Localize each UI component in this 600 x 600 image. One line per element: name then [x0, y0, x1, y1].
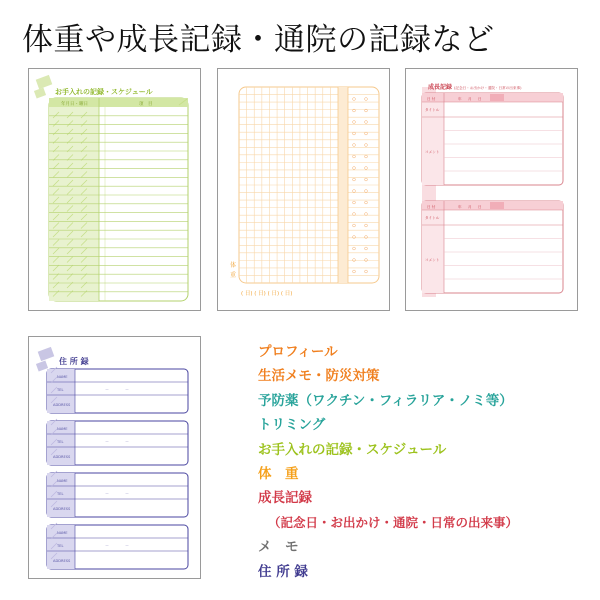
legend-item-address: 住 所 録: [258, 563, 308, 580]
growth-header-label: 月: [468, 205, 472, 209]
growth-row-label: コメント: [425, 258, 440, 262]
legend-item-trimming: トリミング: [258, 417, 326, 434]
growth-subheading: (記念日・お出かけ・通院・日常の出来事): [454, 86, 522, 90]
legend-item-care-schedule: お手入れの記録・スケジュール: [258, 441, 447, 458]
growth-sheet-drawing: [406, 69, 578, 311]
growth-row-label: タイトル: [425, 108, 440, 112]
legend-item-prevention: 予防薬（ワクチン・フィラリア・ノミ等）: [258, 392, 513, 409]
address-heading: 住 所 録: [59, 357, 89, 366]
page-title: 体重や成長記録・通院の記録など: [22, 22, 495, 58]
address-field-label: ADDRESS: [53, 403, 71, 407]
paw-decoration: [36, 347, 54, 372]
address-field-label: NAME: [57, 531, 68, 535]
growth-heading: 成長記録: [428, 84, 453, 91]
address-field-label: ADDRESS: [53, 559, 71, 563]
weight-grid: [239, 87, 379, 283]
legend-item-growth: 成長記録: [258, 490, 312, 507]
tel-separators: － －: [105, 491, 129, 496]
legend-item-growth-detail: （記念日・お出かけ・通院・日常の出来事）: [268, 514, 519, 530]
weight-side-label-2: 重: [230, 272, 237, 279]
growth-sheet-preview: [405, 68, 578, 311]
growth-entry-2: [422, 201, 563, 293]
address-field-label: ADDRESS: [53, 455, 71, 459]
address-field-label: TEL: [57, 492, 64, 496]
schedule-sheet-drawing: [29, 69, 201, 311]
weight-sheet-drawing: [218, 69, 390, 311]
legend-item-life-memo: 生活メモ・防災対策: [258, 368, 380, 385]
schedule-sheet-preview: [28, 68, 201, 311]
address-entries: [47, 367, 188, 569]
legend-item-weight: 体 重: [258, 466, 299, 483]
address-field-label: TEL: [57, 544, 64, 548]
growth-header-label: 年: [458, 97, 462, 101]
schedule-col-date: 年月日・曜日: [61, 102, 88, 107]
address-sheet-drawing: [29, 337, 201, 579]
paw-decoration: [34, 75, 52, 99]
schedule-col-item: 項 目: [139, 102, 153, 107]
growth-header-label: 日 付: [427, 97, 436, 101]
address-field-label: NAME: [57, 427, 68, 431]
address-field-label: ADDRESS: [53, 507, 71, 511]
address-sheet-preview: [28, 336, 201, 579]
tel-separators: － －: [105, 543, 129, 548]
schedule-rows: [49, 116, 188, 292]
growth-entry-1: [422, 93, 563, 185]
growth-header-label: 日: [478, 205, 482, 209]
schedule-heading: お手入れの記録・スケジュール: [55, 88, 153, 96]
weight-footer: ( 日) ( 日) ( 日) ( 日): [241, 291, 293, 297]
weight-side-label-1: 体: [230, 262, 237, 269]
weight-sheet-preview: [217, 68, 390, 311]
growth-row-label: タイトル: [425, 216, 440, 220]
address-field-label: NAME: [57, 375, 68, 379]
growth-header-label: 年: [458, 205, 462, 209]
address-field-label: TEL: [57, 388, 64, 392]
address-field-label: NAME: [57, 479, 68, 483]
tel-separators: － －: [105, 387, 129, 392]
legend-item-profile: プロフィール: [258, 344, 338, 360]
growth-row-label: コメント: [425, 150, 440, 154]
address-field-label: TEL: [57, 440, 64, 444]
legend-item-memo: メ モ: [258, 539, 299, 556]
section-legend: [258, 340, 588, 584]
growth-header-label: 日 付: [427, 205, 436, 209]
growth-header-label: 月: [468, 97, 472, 101]
growth-header-label: 日: [478, 97, 482, 101]
tel-separators: － －: [105, 439, 129, 444]
